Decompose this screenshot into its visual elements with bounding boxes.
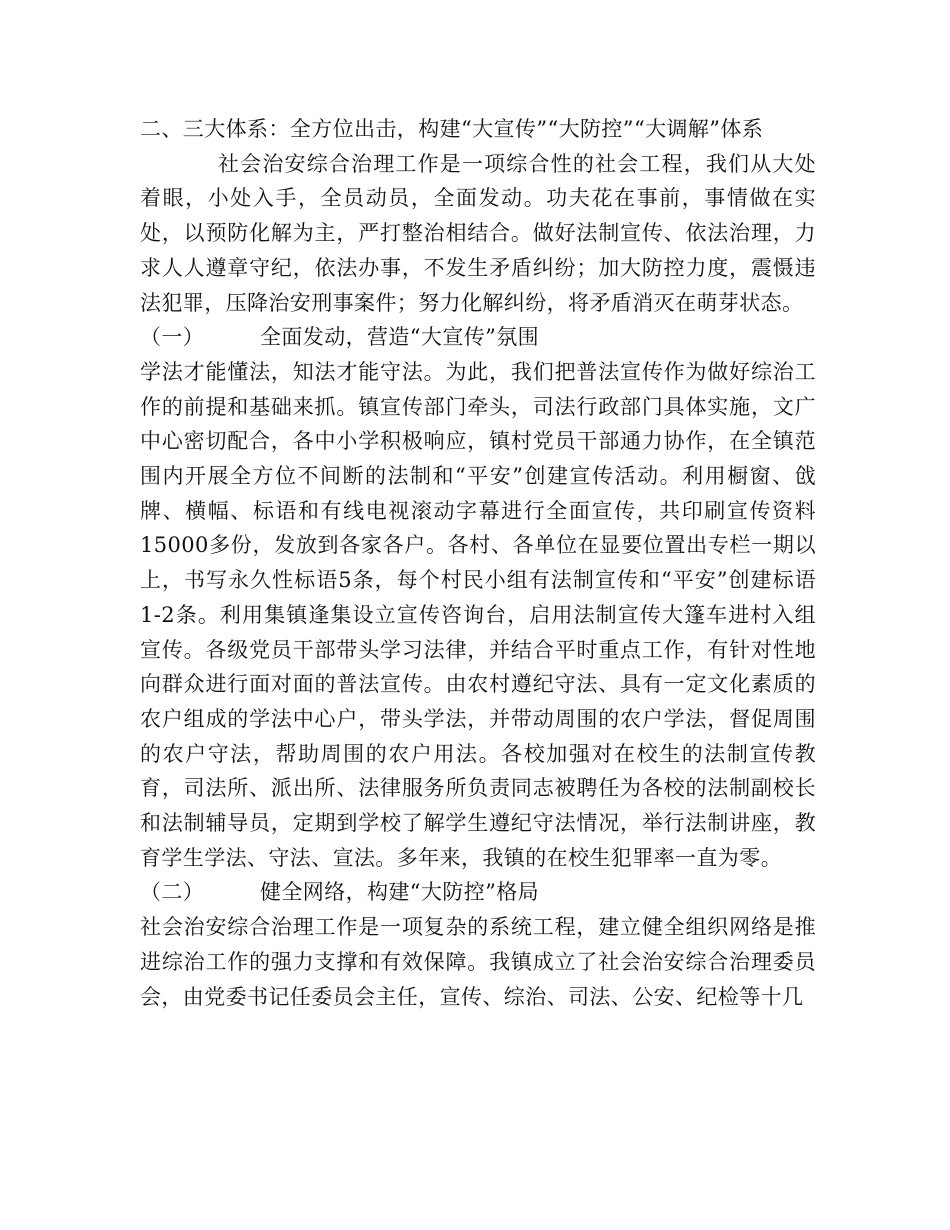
subsection-2-title: 健全网络，构建“大防控”格局	[260, 880, 540, 905]
subsection-2-body: 社会治安综合治理工作是一项复杂的系统工程，建立健全组织网络是推进综治工作的强力支撑和有效保障。我镇成立了社会治安综合治理委员会，由党委书记任委员会主任，宣传、综治、司法、公安、纪检等十几	[140, 915, 816, 1009]
document-body	[140, 112, 816, 1014]
subsection-2-heading	[140, 875, 816, 910]
subsection-2-number: （二）	[140, 880, 205, 905]
subsection-1-heading	[140, 320, 816, 355]
intro-paragraph: 社会治安综合治理工作是一项综合性的社会工程，我们从大处着眼，小处入手，全员动员，全面发动。功夫花在事前，事情做在实处，以预防化解为主，严打整治相结合。做好法制宣传、依法治理，力求人人遵章守纪，依法办事，不发生矛盾纠纷；加大防控力度，震慑违法犯罪，压降治安刑事案件；努力化解纠纷，将矛盾消灭在萌芽状态。	[140, 151, 816, 315]
subsection-1-body: 学法才能懂法，知法才能守法。为此，我们把普法宣传作为做好综治工作的前提和基础来抓。镇宣传部门牵头，司法行政部门具体实施，文广中心密切配合，各中小学积极响应，镇村党员干部通力协作，在全镇范围内开展全方位不间断的法制和“平安”创建宣传活动。利用橱窗、戗牌、横幅、标语和有线电视滚动字幕进行全面宣传，共印刷宣传资料15000多份，发放到各家各户。各村、各单位在显要位置出专栏一期以上，书写永久性标语5条，每个村民小组有法制宣传和“平安”创建标语1-2条。利用集镇逢集设立宣传咨询台，启用法制宣传大篷车进村入组宣传。各级党员干部带头学习法律，并结合平时重点工作，有针对性地向群众进行面对面的普法宣传。由农村遵纪守法、具有一定文化素质的农户组成的学法中心户，带头学法，并带动周围的农户学法，督促周围的农户守法，帮助周围的农户用法。各校加强对在校生的法制宣传教育，司法所、派出所、法律服务所负责同志被聘任为各校的法制副校长和法制辅导员，定期到学校了解学生遵纪守法情况，举行法制讲座，教育学生学法、守法、宣法。多年来，我镇的在校生犯罪率一直为零。	[140, 359, 816, 870]
subsection-1-title: 全面发动，营造“大宣传”氛围	[260, 325, 540, 350]
subsection-1-number: （一）	[140, 325, 205, 350]
section-heading: 二、三大体系：全方位出击，构建“大宣传”“大防控”“大调解”体系	[140, 117, 764, 141]
